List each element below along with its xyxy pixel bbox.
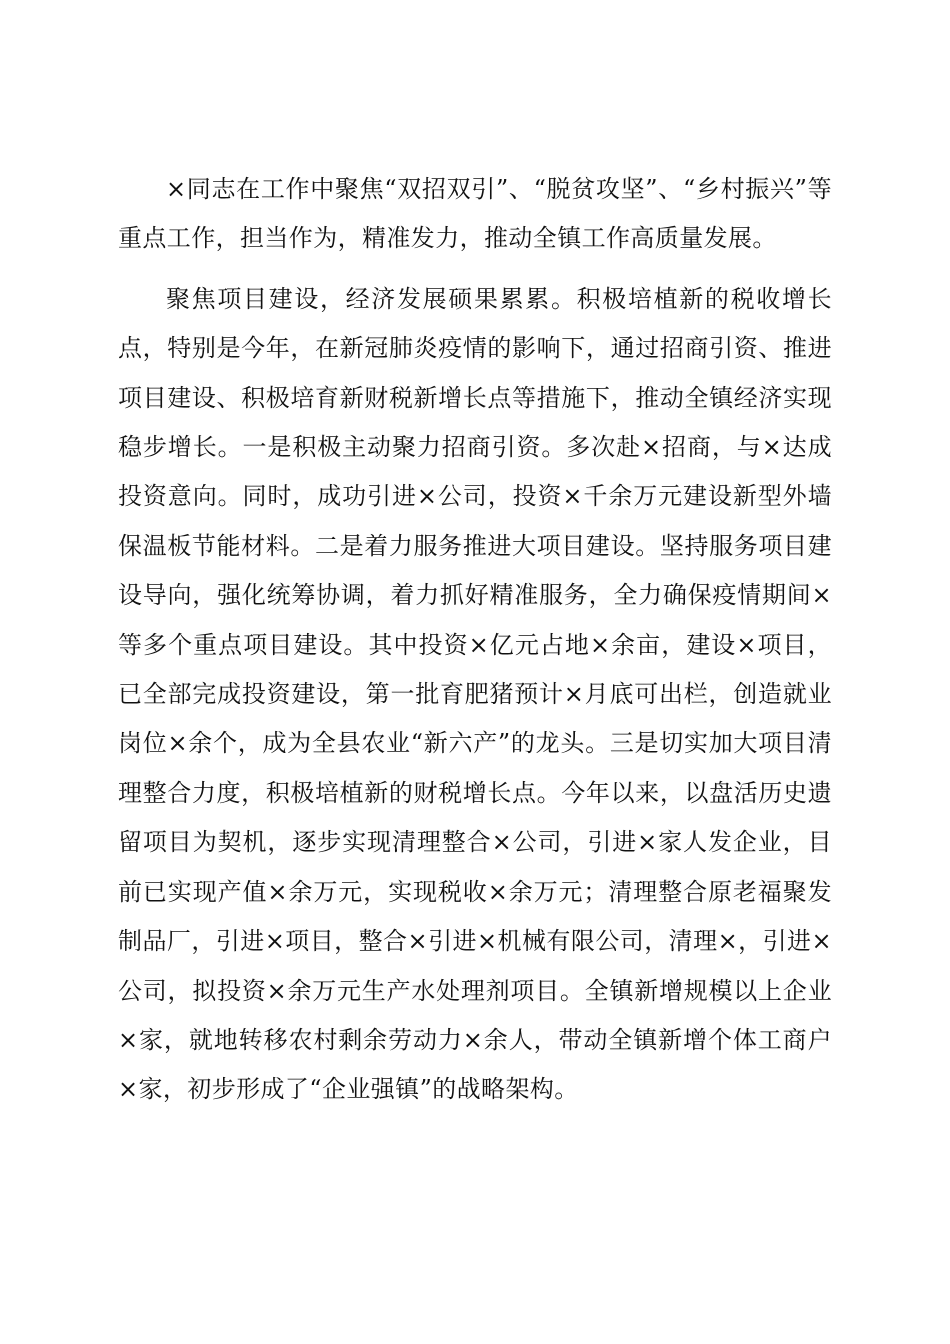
document-body xyxy=(118,165,832,1115)
paragraph-project-construction: 聚焦项目建设，经济发展硕果累累。积极培植新的税收增长点，特别是今年，在新冠肺炎疫情的影响下，通过招商引资、推进项目建设、积极培育新财税新增长点等措施下，推动全镇经济实现稳步增长。一是积极主动聚力招商引资。多次赴×招商，与×达成投资意向。同时，成功引进×公司，投资×千余万元建设新型外墙保温板节能材料。二是着力服务推进大项目建设。坚持服务项目建设导向，强化统筹协调，着力抓好精准服务，全力确保疫情期间×等多个重点项目建设。其中投资×亿元占地×余亩，建设×项目，已全部完成投资建设，第一批育肥猪预计×月底可出栏，创造就业岗位×余个，成为全县农业“新六产”的龙头。三是切实加大项目清理整合力度，积极培植新的财税增长点。今年以来，以盘活历史遗留项目为契机，逐步实现清理整合×公司，引进×家人发企业，目前已实现产值×余万元，实现税收×余万元；清理整合原老福聚发制品厂，引进×项目，整合×引进×机械有限公司，清理×，引进×公司，拟投资×余万元生产水处理剂项目。全镇新增规模以上企业×家，就地转移农村剩余劳动力×余人，带动全镇新增个体工商户×家，初步形成了“企业强镇”的战略架构。 xyxy=(118,284,832,1104)
paragraph-intro: ×同志在工作中聚焦“双招双引”、“脱贫攻坚”、“乡村振兴”等重点工作，担当作为，精准发力，推动全镇工作高质量发展。 xyxy=(118,175,832,253)
